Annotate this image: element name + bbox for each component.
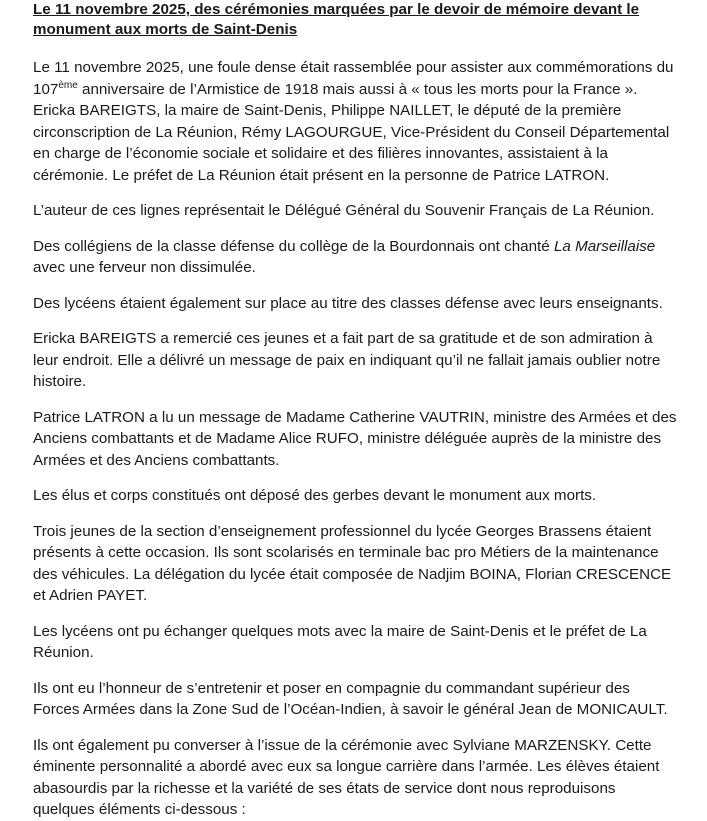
song-title: La Marseillaise bbox=[553, 237, 656, 255]
article-title-line-1: Le 11 novembre 2025, des cérémonies marquées par le devoir de mémoire devant le bbox=[33, 1, 640, 18]
paragraph-1: Le 11 novembre 2025, une foule dense était rassemblée pour assister aux commémorations du 107ème anniversaire de l’Armistice de 1918 mais aussi à « tous les morts pour la France ». Ericka BAREIGTS, la maire de Saint-Denis, Philippe NAILLET, le député de la première circonscription de La Réunion, Rémy LAGOURGUE, Vice-Président du Conseil Départemental en charge de l’économie sociale et solidaire et des filières innovantes, assistaient à la cérémonie. Le préfet de La Réunion était présent en la personne de Patrice LATRON. bbox=[33, 59, 674, 184]
ordinal-superscript: ème bbox=[58, 79, 78, 91]
paragraph-9: Les lycéens ont pu échanger quelques mots avec la maire de Saint-Denis et le préfet de La Réunion. bbox=[33, 622, 647, 661]
paragraph-11: Ils ont également pu converser à l’issue de la cérémonie avec Sylviane MARZENSKY. Cette éminente personnalité a abordé avec eux sa longue carrière dans l’armée. Les élèves étaient abasourdis par la richesse et la variété de ses états de service dont nous reproduisons quelques éléments ci-dessous : bbox=[33, 736, 660, 818]
paragraph-10: Ils ont eu l’honneur de s’entretenir et poser en compagnie du commandant supérieur des Forces Armées dans la Zone Sud de l’Océan-Indien, à savoir le général Jean de MONICAULT. bbox=[33, 679, 668, 718]
article-title bbox=[33, 0, 677, 40]
paragraph-6: Patrice LATRON a lu un message de Madame Catherine VAUTRIN, ministre des Armées et des Anciens combattants et de Madame Alice RUFO, ministre déléguée auprès de la ministre des Armées et des Anciens combattants. bbox=[33, 408, 677, 469]
paragraph-2: L’auteur de ces lignes représentait le Délégué Général du Souvenir Français de La Réunion. bbox=[33, 202, 655, 219]
paragraph-8: Trois jeunes de la section d’enseignement professionnel du lycée Georges Brassens étaient présents à cette occasion. Ils sont scolarisés en terminale bac pro Métiers de la maintenance des véhicules. La délégation du lycée était composée de Nadjim BOINA, Florian CRESCENCE et Adrien PAYET. bbox=[33, 522, 672, 604]
paragraph-7: Les élus et corps constitués ont déposé des gerbes devant le monument aux morts. bbox=[33, 487, 597, 504]
paragraph-4: Des lycéens étaient également sur place au titre des classes défense avec leurs enseignants. bbox=[33, 294, 663, 312]
paragraph-3: Des collégiens de la classe défense du collège de la Bourdonnais ont chanté La Marseillaise avec une ferveur non dissimulée. bbox=[33, 237, 656, 276]
article-title-line-2: monument aux morts de Saint-Denis bbox=[33, 21, 298, 38]
paragraph-5: Ericka BAREIGTS a remercié ces jeunes et a fait part de sa gratitude et de son admiration à leur endroit. Elle a délivré un message de paix en indiquant qu’il ne fallait jamais oublier notre histoire. bbox=[33, 330, 661, 390]
